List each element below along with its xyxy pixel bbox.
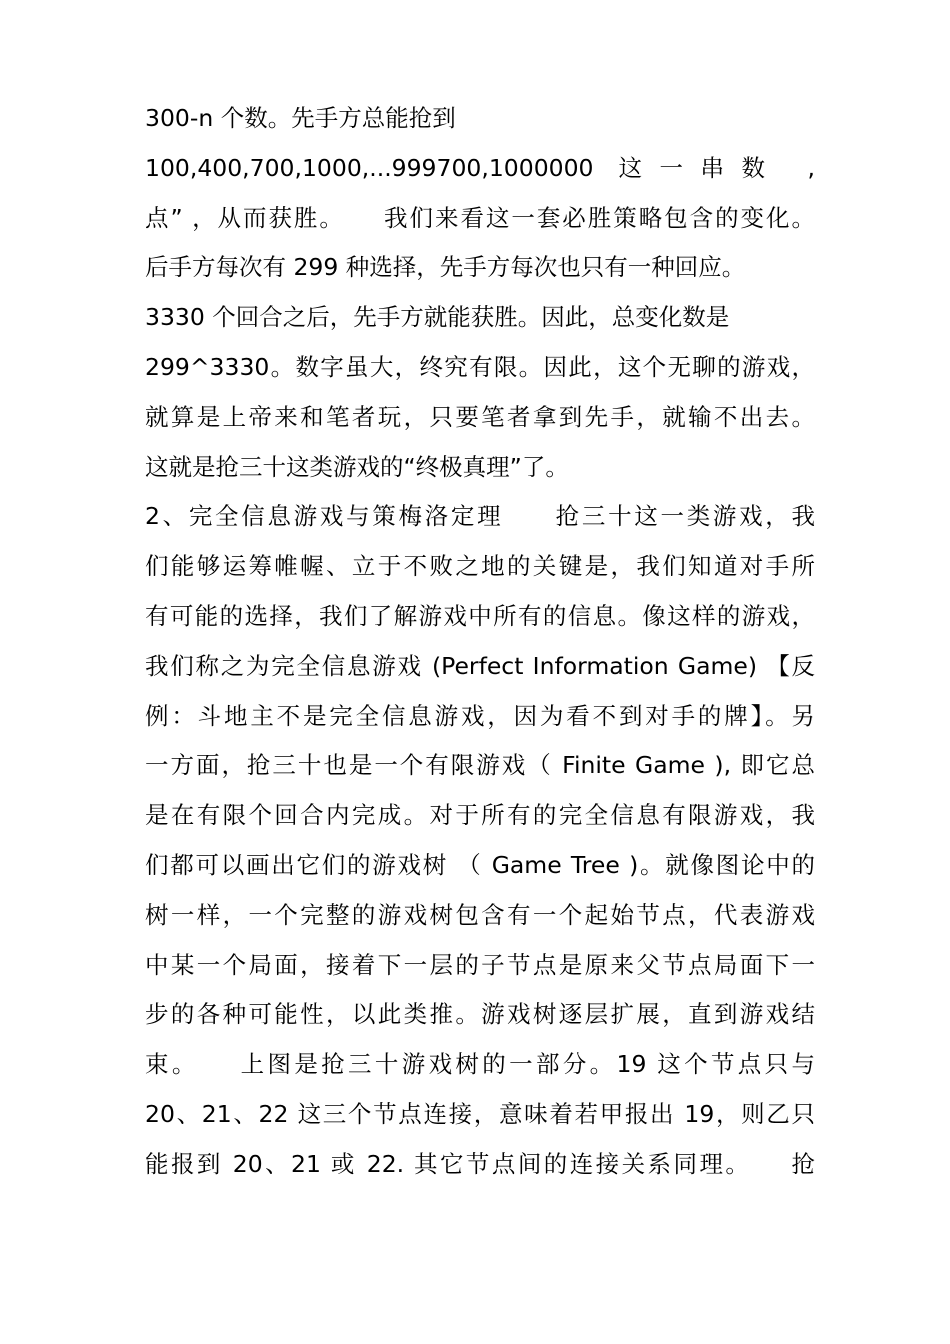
text-line-17: 树一样，一个完整的游戏树包含有一个起始节点，代表游戏	[145, 900, 815, 929]
text-line-19: 步的各种可能性，以此类推。游戏树逐层扩展，直到游戏结	[145, 1000, 815, 1029]
text-line-3: 点” ，从而获胜。 我们来看这一套必胜策略包含的变化。	[145, 203, 815, 232]
text-line-5: 3330 个回合之后，先手方就能获胜。因此，总变化数是	[145, 303, 730, 332]
text-line-11: 有可能的选择，我们了解游戏中所有的信息。像这样的游戏，	[145, 601, 815, 630]
text-line-1: 300-n 个数。先手方总能抢到	[145, 104, 456, 132]
text-line-4: 后手方每次有 299 种选择，先手方每次也只有一种回应。	[145, 253, 746, 282]
text-line-16: 们都可以画出它们的游戏树 （ Game Tree )。就像图论中的	[145, 850, 815, 879]
text-line-10: 们能够运筹帷幄、立于不败之地的关键是，我们知道对手所	[145, 552, 815, 581]
text-line-20: 束。 上图是抢三十游戏树的一部分。19 这个节点只与	[145, 1050, 815, 1079]
text-line-12: 我们称之为完全信息游戏 (Perfect Information Game) 【反	[145, 651, 815, 680]
body-text	[145, 94, 815, 1190]
text-line-14: 一方面，抢三十也是一个有限游戏（ Finite Game ), 即它总	[145, 751, 815, 780]
text-line-6: 299^3330。数字虽大，终究有限。因此，这个无聊的游戏，	[145, 352, 815, 381]
text-line-22: 能报到 20、21 或 22. 其它节点间的连接关系同理。 抢	[145, 1149, 815, 1178]
text-line-15: 是在有限个回合内完成。对于所有的完全信息有限游戏，我	[145, 801, 815, 830]
text-line-21: 20、21、22 这三个节点连接，意味着若甲报出 19，则乙只	[145, 1099, 815, 1128]
text-line-13: 例：斗地主不是完全信息游戏，因为看不到对手的牌】。另	[145, 701, 815, 730]
text-line-8: 这就是抢三十这类游戏的“终极真理”了。	[145, 452, 569, 481]
text-line-9: 2、完全信息游戏与策梅洛定理 抢三十这一类游戏，我	[145, 502, 815, 531]
text-line-2: 100,400,700,1000,...999700,1000000 这一串数 ,	[145, 153, 815, 182]
text-line-7: 就算是上帝来和笔者玩，只要笔者拿到先手，就输不出去。	[145, 402, 815, 431]
text-line-18: 中某一个局面，接着下一层的子节点是原来父节点局面下一	[145, 950, 815, 979]
